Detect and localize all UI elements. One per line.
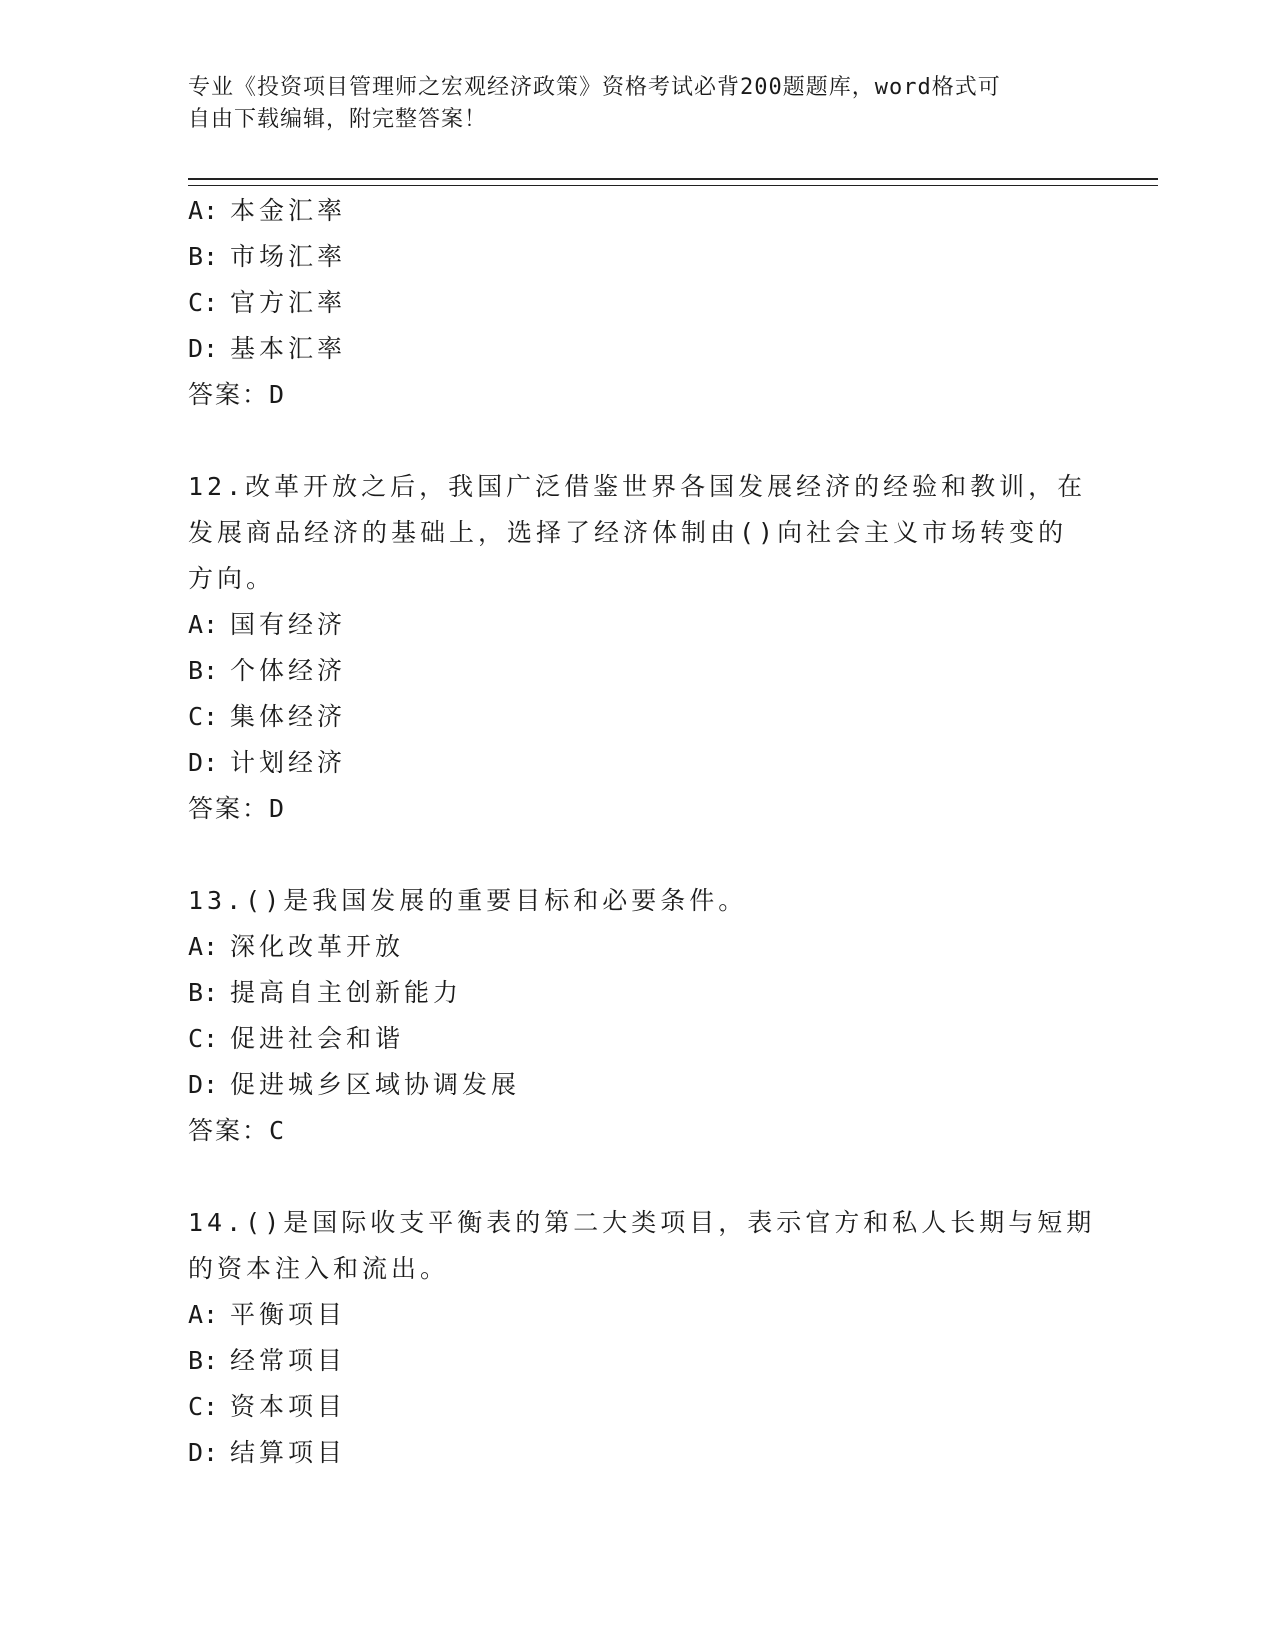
question-list (188, 188, 1096, 1476)
option-letter: B: (188, 242, 219, 271)
option-letter: B: (188, 978, 219, 1007)
option-letter: D: (188, 748, 219, 777)
spacer (188, 1154, 1088, 1200)
option-letter: C: (188, 1392, 219, 1421)
answer-line: 答案：D (188, 380, 287, 409)
option-a (188, 188, 1088, 234)
option-text: 个体经济 (230, 656, 347, 685)
option-b (188, 1338, 1088, 1384)
option-letter: D: (188, 334, 219, 363)
option-text: 促进城乡区域协调发展 (230, 1070, 521, 1099)
header-divider (188, 178, 1158, 186)
option-d (188, 326, 1088, 372)
option-a (188, 602, 1088, 648)
option-letter: C: (188, 1024, 219, 1053)
option-c (188, 280, 1088, 326)
option-letter: A: (188, 610, 219, 639)
spacer (188, 832, 1088, 878)
option-letter: C: (188, 702, 219, 731)
option-text: 深化改革开放 (230, 932, 405, 961)
option-d (188, 1062, 1088, 1108)
question-text-line-3: 方向。 (188, 564, 276, 593)
option-d (188, 1430, 1088, 1476)
option-c (188, 1016, 1088, 1062)
option-letter: A: (188, 932, 219, 961)
question-text-line-1: 14.()是国际收支平衡表的第二大类项目，表示官方和私人长期与短期 (188, 1208, 1096, 1237)
question-text-line-1: 13.()是我国发展的重要目标和必要条件。 (188, 886, 748, 915)
question-text-line-2: 发展商品经济的基础上，选择了经济体制由()向社会主义市场转变的 (188, 518, 1068, 547)
option-a (188, 1292, 1088, 1338)
question-12 (188, 464, 1088, 832)
option-text: 市场汇率 (230, 242, 347, 271)
option-letter: B: (188, 1346, 219, 1375)
option-text: 集体经济 (230, 702, 347, 731)
option-text: 经常项目 (230, 1346, 347, 1375)
option-text: 基本汇率 (230, 334, 347, 363)
option-text: 平衡项目 (230, 1300, 347, 1329)
spacer (188, 418, 1088, 464)
option-text: 资本项目 (230, 1392, 347, 1421)
question-11 (188, 188, 1088, 418)
option-text: 提高自主创新能力 (230, 978, 463, 1007)
option-a (188, 924, 1088, 970)
option-c (188, 1384, 1088, 1430)
option-letter: D: (188, 1438, 219, 1467)
page-header (188, 72, 1088, 136)
option-text: 结算项目 (230, 1438, 347, 1467)
answer-line: 答案：D (188, 794, 287, 823)
option-b (188, 234, 1088, 280)
option-text: 官方汇率 (230, 288, 347, 317)
option-text: 计划经济 (230, 748, 347, 777)
option-text: 促进社会和谐 (230, 1024, 405, 1053)
question-13 (188, 878, 1088, 1154)
question-text-line-2: 的资本注入和流出。 (188, 1254, 450, 1283)
question-text-line-1: 12.改革开放之后，我国广泛借鉴世界各国发展经济的经验和教训，在 (188, 472, 1087, 501)
answer-line: 答案：C (188, 1116, 287, 1145)
option-text: 国有经济 (230, 610, 347, 639)
option-letter: C: (188, 288, 219, 317)
option-b (188, 970, 1088, 1016)
option-letter: D: (188, 1070, 219, 1099)
option-letter: A: (188, 196, 219, 225)
header-line-1: 专业《投资项目管理师之宏观经济政策》资格考试必背200题题库，word格式可 (188, 75, 1001, 100)
option-letter: A: (188, 1300, 219, 1329)
option-b (188, 648, 1088, 694)
header-line-2: 自由下载编辑，附完整答案！ (188, 107, 488, 132)
option-text: 本金汇率 (230, 196, 347, 225)
option-letter: B: (188, 656, 219, 685)
option-c (188, 694, 1088, 740)
option-d (188, 740, 1088, 786)
question-14 (188, 1200, 1096, 1476)
